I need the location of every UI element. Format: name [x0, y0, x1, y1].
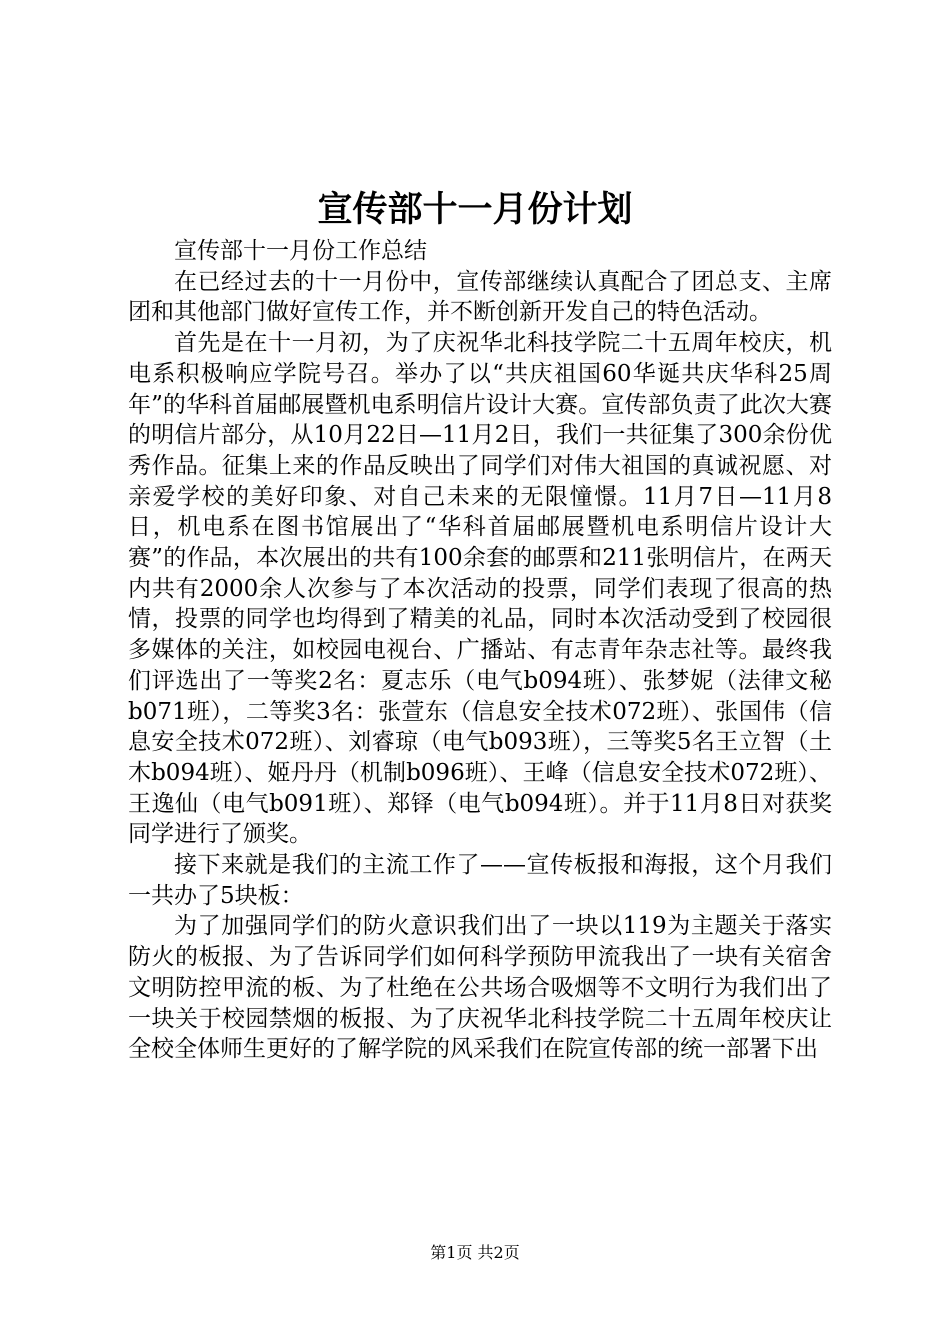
page-footer: 第1页 共2页	[430, 1243, 520, 1262]
paragraph-intro: 在已经过去的十一月份中，宣传部继续认真配合了团总支、主席团和其他部门做好宣传工作，并不断创新开发自己的特色活动。	[128, 268, 832, 326]
paragraph-contest: 首先是在十一月初，为了庆祝华北科技学院二十五周年校庆，机电系积极响应学院号召。举办了以“共庆祖国60华诞共庆华科25周年”的华科首届邮展暨机电系明信片设计大赛。宣传部负责了此次大赛的明信片部分，从10月22日—11月2日，我们一共征集了300余份优秀作品。征集上来的作品反映出了同学们对伟大祖国的真诚祝愿、对亲爱学校的美好印象、对自己未来的无限憧憬。11月7日—11月8日，机电系在图书馆展出了“华科首届邮展暨机电系明信片设计大赛”的作品，本次展出的共有100余套的邮票和211张明信片，在两天内共有2000余人次参与了本次活动的投票，同学们表现了很高的热情，投票的同学也均得到了精美的礼品，同时本次活动受到了校园很多媒体的关注，如校园电视台、广播站、有志青年杂志社等。最终我们评选出了一等奖2名：夏志乐（电气b094班）、张梦妮（法律文秘b071班），二等奖3名：张萱东（信息安全技术072班）、张国伟（信息安全技术072班）、刘睿琼（电气b093班），三等奖5名王立智（土木b094班）、姬丹丹（机制b096班）、王峰（信息安全技术072班）、王逸仙（电气b091班）、郑铎（电气b094班）。并于11月8日对获奖同学进行了颁奖。	[128, 330, 832, 848]
document-body	[128, 236, 832, 1065]
paragraph-boards-intro: 接下来就是我们的主流工作了——宣传板报和海报，这个月我们一共办了5块板：	[128, 852, 832, 909]
section-heading: 宣传部十一月份工作总结	[174, 238, 427, 264]
page-title: 宣传部十一月份计划	[317, 189, 633, 230]
paragraph-boards-detail: 为了加强同学们的防火意识我们出了一块以119为主题关于落实防火的板报、为了告诉同学们如何科学预防甲流我出了一块有关宿舍文明防控甲流的板、为了杜绝在公共场合吸烟等不文明行为我们出了一块关于校园禁烟的板报、为了庆祝华北科技学院二十五周年校庆让全校全体师生更好的了解学院的风采我们在院宣传部的统一部署下出	[128, 913, 832, 1063]
